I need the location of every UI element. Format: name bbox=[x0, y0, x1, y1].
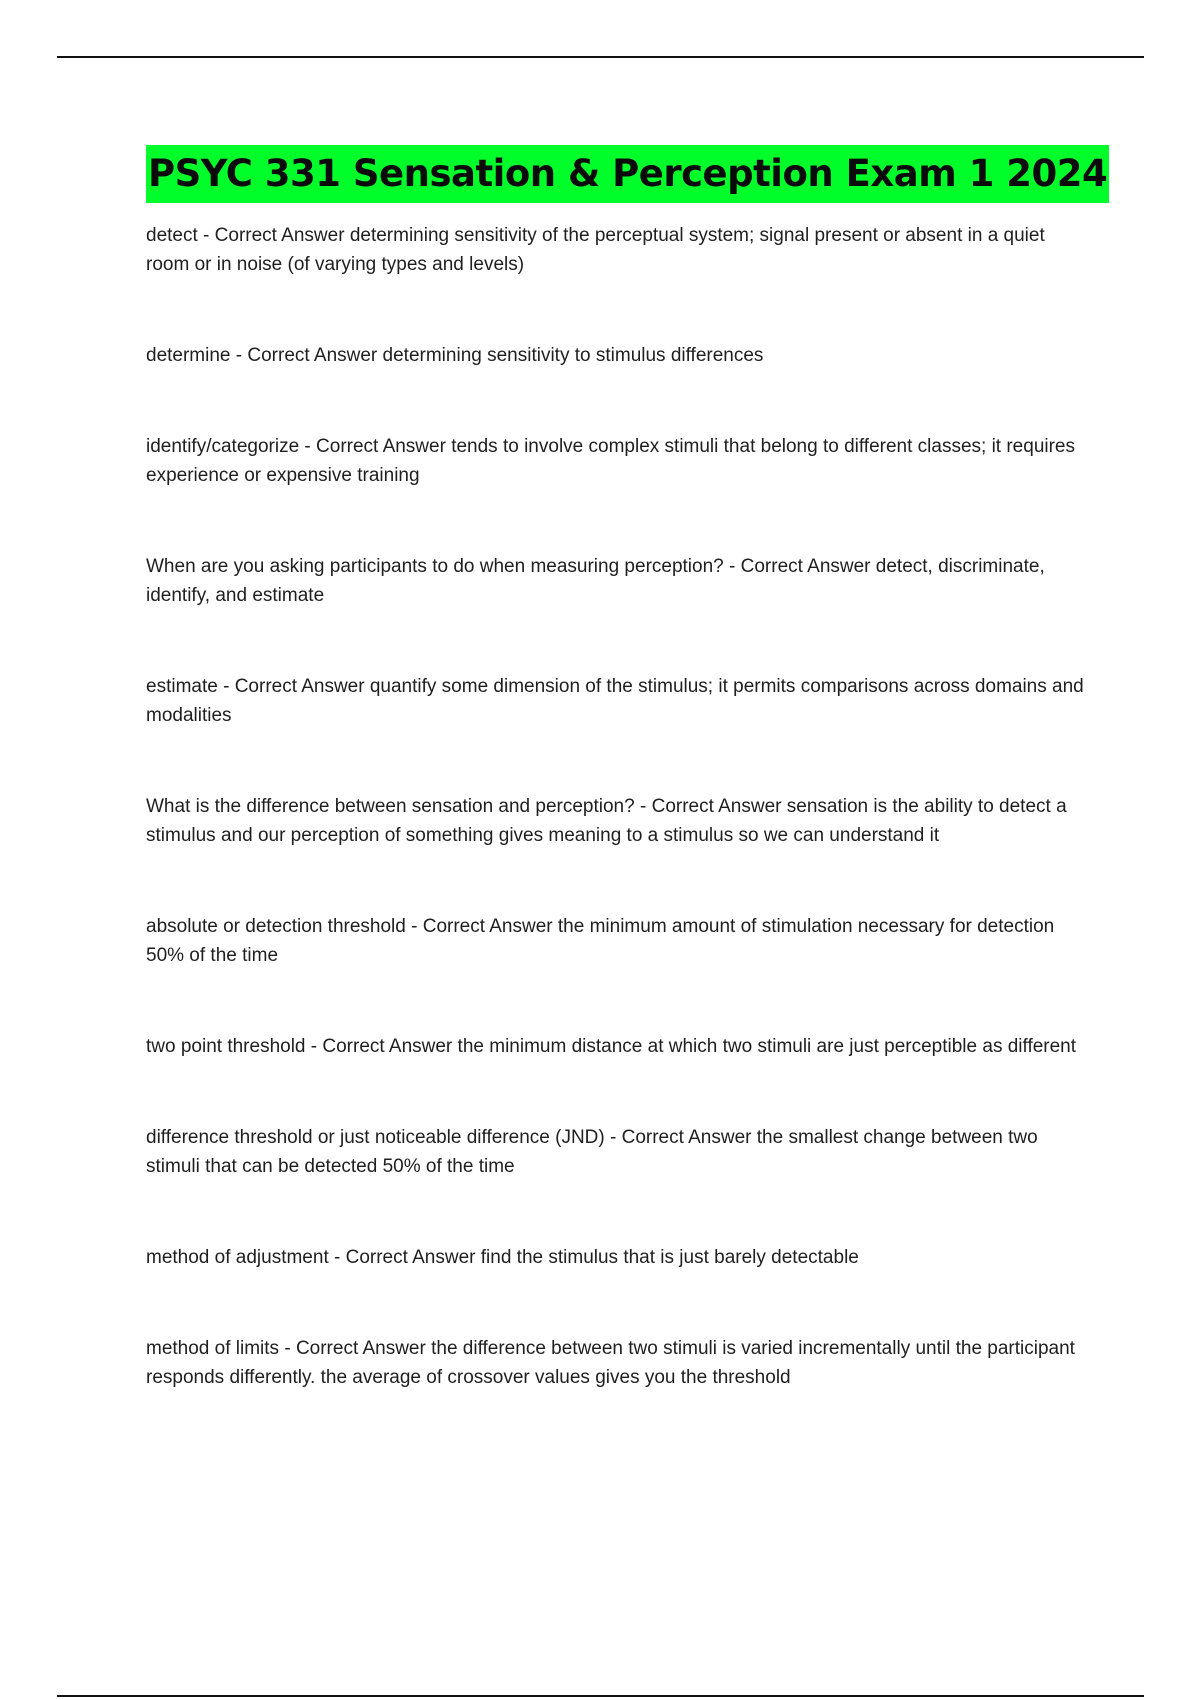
answer-label: Correct Answer bbox=[740, 556, 871, 577]
answer: tends to involve complex stimuli that belong to different classes; it requires experience or expensive training bbox=[146, 436, 1076, 486]
answer-label: Correct Answer bbox=[621, 1127, 752, 1148]
list-item: detect - Correct Answer determining sensitivity of the perceptual system; signal present or absent in a quiet room or in noise (of varying types and levels) bbox=[146, 225, 1045, 275]
list-item: identify/categorize - Correct Answer tends to involve complex stimuli that belong to different classes; it requires experience or expensive training bbox=[146, 436, 1076, 486]
answer: detect, discriminate, identify, and estimate bbox=[146, 556, 1045, 606]
answer: find the stimulus that is just barely detectable bbox=[480, 1247, 859, 1268]
term: When are you asking participants to do when measuring perception? bbox=[146, 556, 724, 577]
qa-list bbox=[146, 221, 1086, 1392]
answer: determining sensitivity to stimulus differences bbox=[382, 345, 764, 366]
term: determine bbox=[146, 345, 231, 366]
list-item: absolute or detection threshold - Correct Answer the minimum amount of stimulation necessary for detection 50% of the time bbox=[146, 916, 1055, 966]
term: method of adjustment bbox=[146, 1247, 329, 1268]
answer-label: Correct Answer bbox=[322, 1036, 453, 1057]
term: method of limits bbox=[146, 1338, 280, 1359]
document-body bbox=[146, 145, 1108, 1454]
list-item: estimate - Correct Answer quantify some dimension of the stimulus; it permits comparisons across domains and modalities bbox=[146, 676, 1084, 726]
list-item: What is the difference between sensation and perception? - Correct Answer sensation is the ability to detect a stimulus and our perception of something gives meaning to a stimulus so we can understand it bbox=[146, 796, 1067, 846]
answer-label: Correct Answer bbox=[214, 225, 345, 246]
answer-label: Correct Answer bbox=[651, 796, 782, 817]
term: difference threshold or just noticeable difference (JND) bbox=[146, 1127, 605, 1148]
list-item: difference threshold or just noticeable difference (JND) - Correct Answer the smallest change between two stimuli that can be detected 50% of the time bbox=[146, 1127, 1038, 1177]
answer-label: Correct Answer bbox=[247, 345, 378, 366]
list-item: two point threshold - Correct Answer the minimum distance at which two stimuli are just perceptible as different bbox=[146, 1036, 1077, 1057]
list-item: method of adjustment - Correct Answer find the stimulus that is just barely detectable bbox=[146, 1247, 859, 1268]
answer: the smallest change between two stimuli that can be detected 50% of the time bbox=[146, 1127, 1038, 1177]
answer: quantify some dimension of the stimulus; it permits comparisons across domains and modalities bbox=[146, 676, 1084, 726]
answer-label: Correct Answer bbox=[295, 1338, 426, 1359]
list-item: method of limits - Correct Answer the difference between two stimuli is varied incrementally until the participant responds differently. the average of crossover values gives you the threshold bbox=[146, 1338, 1075, 1388]
answer: the minimum amount of stimulation necessary for detection 50% of the time bbox=[146, 916, 1055, 966]
term: estimate bbox=[146, 676, 218, 697]
answer-label: Correct Answer bbox=[345, 1247, 476, 1268]
term: identify/categorize bbox=[146, 436, 300, 457]
footer-rule bbox=[57, 1695, 1144, 1697]
term: two point threshold bbox=[146, 1036, 306, 1057]
header-rule bbox=[57, 56, 1144, 58]
answer: determining sensitivity of the perceptual system; signal present or absent in a quiet room or in noise (of varying types and levels) bbox=[146, 225, 1045, 275]
list-item: determine - Correct Answer determining sensitivity to stimulus differences bbox=[146, 345, 764, 366]
term: detect bbox=[146, 225, 198, 246]
answer: sensation is the ability to detect a stimulus and our perception of something gives meaning to a stimulus so we can understand it bbox=[146, 796, 1067, 846]
term: What is the difference between sensation and perception? bbox=[146, 796, 635, 817]
term: absolute or detection threshold bbox=[146, 916, 406, 937]
answer-label: Correct Answer bbox=[422, 916, 553, 937]
answer-label: Correct Answer bbox=[316, 436, 446, 457]
page-title: PSYC 331 Sensation & Perception Exam 1 2024 bbox=[146, 145, 1109, 203]
title-block bbox=[146, 145, 1108, 203]
answer: the difference between two stimuli is varied incrementally until the participant responds differently. the average of crossover values gives you the threshold bbox=[146, 1338, 1075, 1388]
answer: the minimum distance at which two stimuli are just perceptible as different bbox=[457, 1036, 1077, 1057]
answer-label: Correct Answer bbox=[234, 676, 365, 697]
list-item: When are you asking participants to do when measuring perception? - Correct Answer detect, discriminate, identify, and estimate bbox=[146, 556, 1045, 606]
